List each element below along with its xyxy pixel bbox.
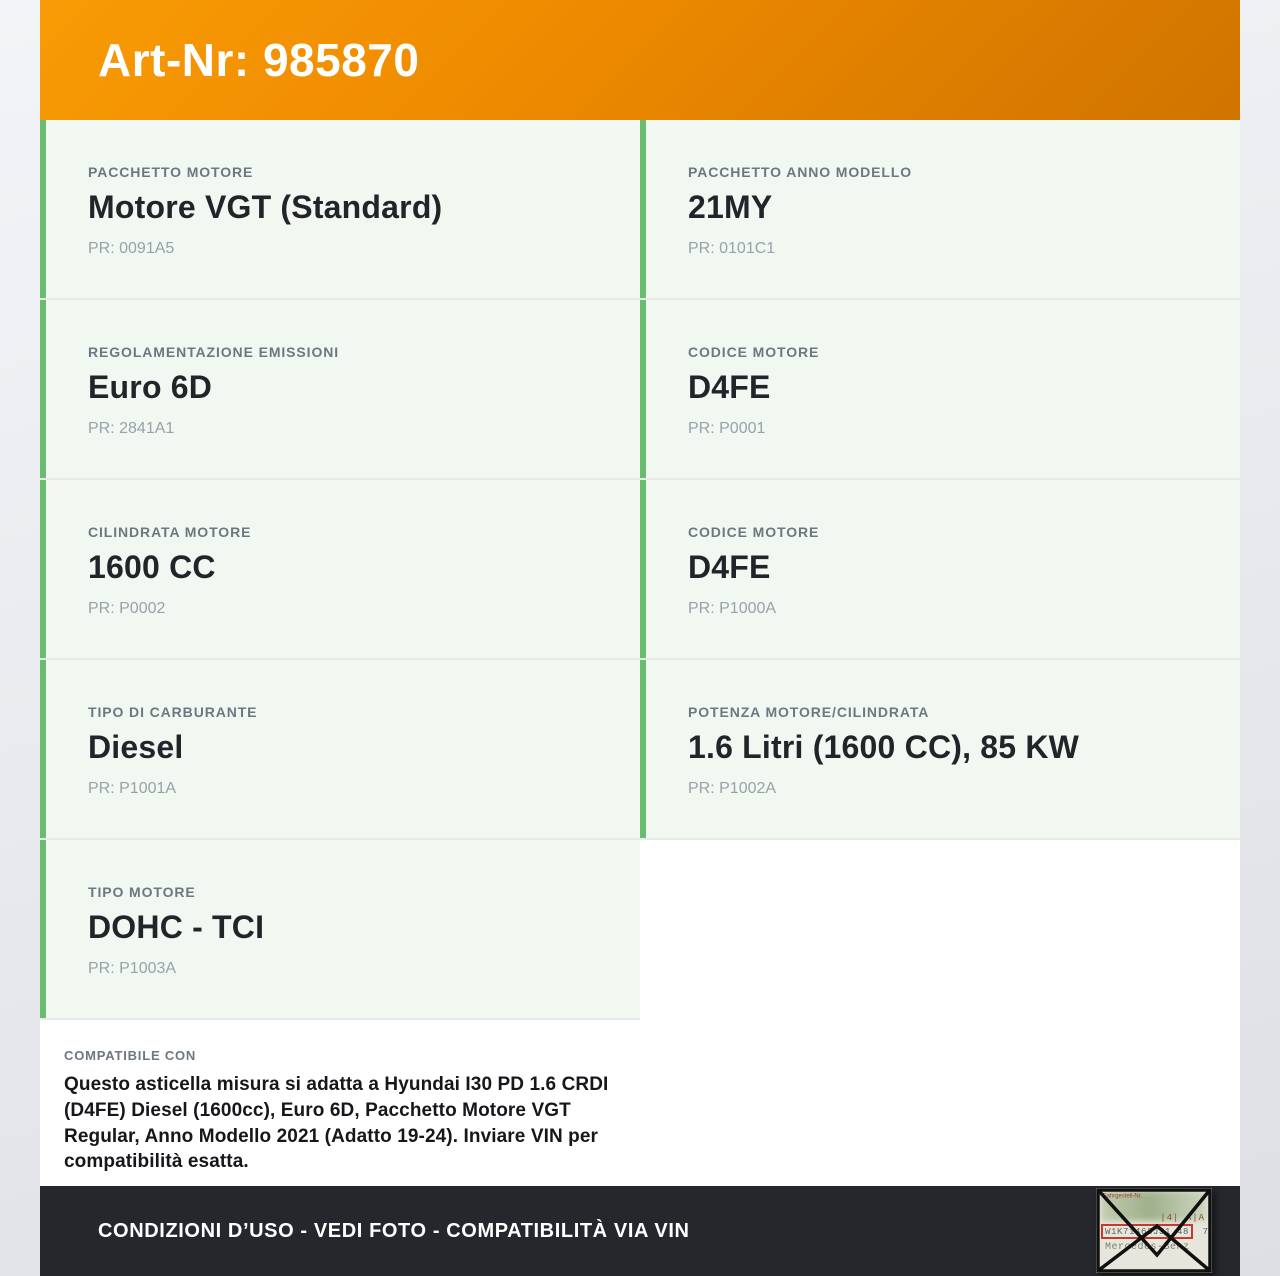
compatibility-text: Questo asticella misura si adatta a Hyundai I30 PD 1.6 CRDI (D4FE) Diesel (1600cc), Euro 6D, Pacchetto Motore VGT Regular, Anno Modello 2021 (Adatto 19-24). Inviare VIN per compatibilità esatta. bbox=[64, 1074, 609, 1173]
spec-pr-code: PR: 2841A1 bbox=[88, 420, 175, 437]
vin-document-stamp bbox=[1096, 1188, 1212, 1273]
listing-page bbox=[40, 0, 1240, 1276]
empty-grid-cell bbox=[640, 840, 1240, 1186]
spec-pr-code: PR: P1003A bbox=[88, 960, 177, 977]
header-banner bbox=[40, 0, 1240, 120]
spec-value: 1600 CC bbox=[88, 549, 216, 585]
spec-pr-code: PR: 0101C1 bbox=[688, 240, 776, 257]
spec-card-tipo-motore bbox=[40, 840, 640, 1018]
footer-conditions-text: CONDIZIONI D’USO - VEDI FOTO - COMPATIBILITÀ VIA VIN bbox=[98, 1219, 690, 1242]
spec-value: D4FE bbox=[688, 369, 771, 405]
spec-card-codice-motore-1 bbox=[640, 300, 1240, 478]
spec-pr-code: PR: P0001 bbox=[688, 420, 766, 437]
spec-value: Motore VGT (Standard) bbox=[88, 189, 443, 225]
spec-card-codice-motore-2 bbox=[640, 480, 1240, 658]
spec-label: CILINDRATA MOTORE bbox=[88, 524, 252, 540]
spec-pr-code: PR: P1002A bbox=[688, 780, 777, 797]
spec-card-carburante bbox=[40, 660, 640, 838]
spec-value: D4FE bbox=[688, 549, 771, 585]
brand-text: Mercedes-Benz bbox=[1105, 1242, 1190, 1253]
spec-pr-code: PR: P1001A bbox=[88, 780, 177, 797]
compatibility-card bbox=[40, 1020, 640, 1186]
spec-label: POTENZA MOTORE/CILINDRATA bbox=[688, 704, 930, 720]
spec-value: Euro 6D bbox=[88, 369, 213, 405]
spec-pr-code: PR: P0002 bbox=[88, 600, 166, 617]
spec-label: CODICE MOTORE bbox=[688, 524, 820, 540]
envelope-icon bbox=[1096, 1188, 1212, 1273]
fahrgestell-label: Fahrgestell-Nr. bbox=[1103, 1193, 1143, 1199]
spec-label: REGOLAMENTAZIONE EMISSIONI bbox=[88, 344, 340, 360]
spec-card-anno-modello bbox=[640, 120, 1240, 298]
spec-label: TIPO DI CARBURANTE bbox=[88, 704, 258, 720]
spec-pr-code: PR: 0091A5 bbox=[88, 240, 175, 257]
vin-text: W1K71463J31 48 bbox=[1105, 1227, 1190, 1237]
spec-pr-code: PR: P1000A bbox=[688, 600, 777, 617]
compatibility-label: COMPATIBILE CON bbox=[64, 1048, 197, 1063]
document-row-text: |4| A|A bbox=[1160, 1213, 1205, 1223]
spec-card-emissioni bbox=[40, 300, 640, 478]
spec-value: Diesel bbox=[88, 729, 184, 765]
spec-label: CODICE MOTORE bbox=[688, 344, 820, 360]
spec-label: PACCHETTO MOTORE bbox=[88, 164, 254, 180]
spec-value: DOHC - TCI bbox=[88, 909, 265, 945]
spec-value: 1.6 Litri (1600 CC), 85 KW bbox=[688, 729, 1080, 765]
spec-card-pacchetto-motore bbox=[40, 120, 640, 298]
footer-bar bbox=[40, 1186, 1240, 1276]
spec-label: PACCHETTO ANNO MODELLO bbox=[688, 164, 913, 180]
spec-value: 21MY bbox=[688, 189, 773, 225]
vin-suffix-text: 7 bbox=[1202, 1227, 1208, 1237]
spec-grid bbox=[40, 120, 1240, 1186]
article-number-title: Art-Nr: 985870 bbox=[98, 34, 420, 86]
spec-label: TIPO MOTORE bbox=[88, 884, 196, 900]
spec-card-potenza bbox=[640, 660, 1240, 838]
spec-card-cilindrata bbox=[40, 480, 640, 658]
